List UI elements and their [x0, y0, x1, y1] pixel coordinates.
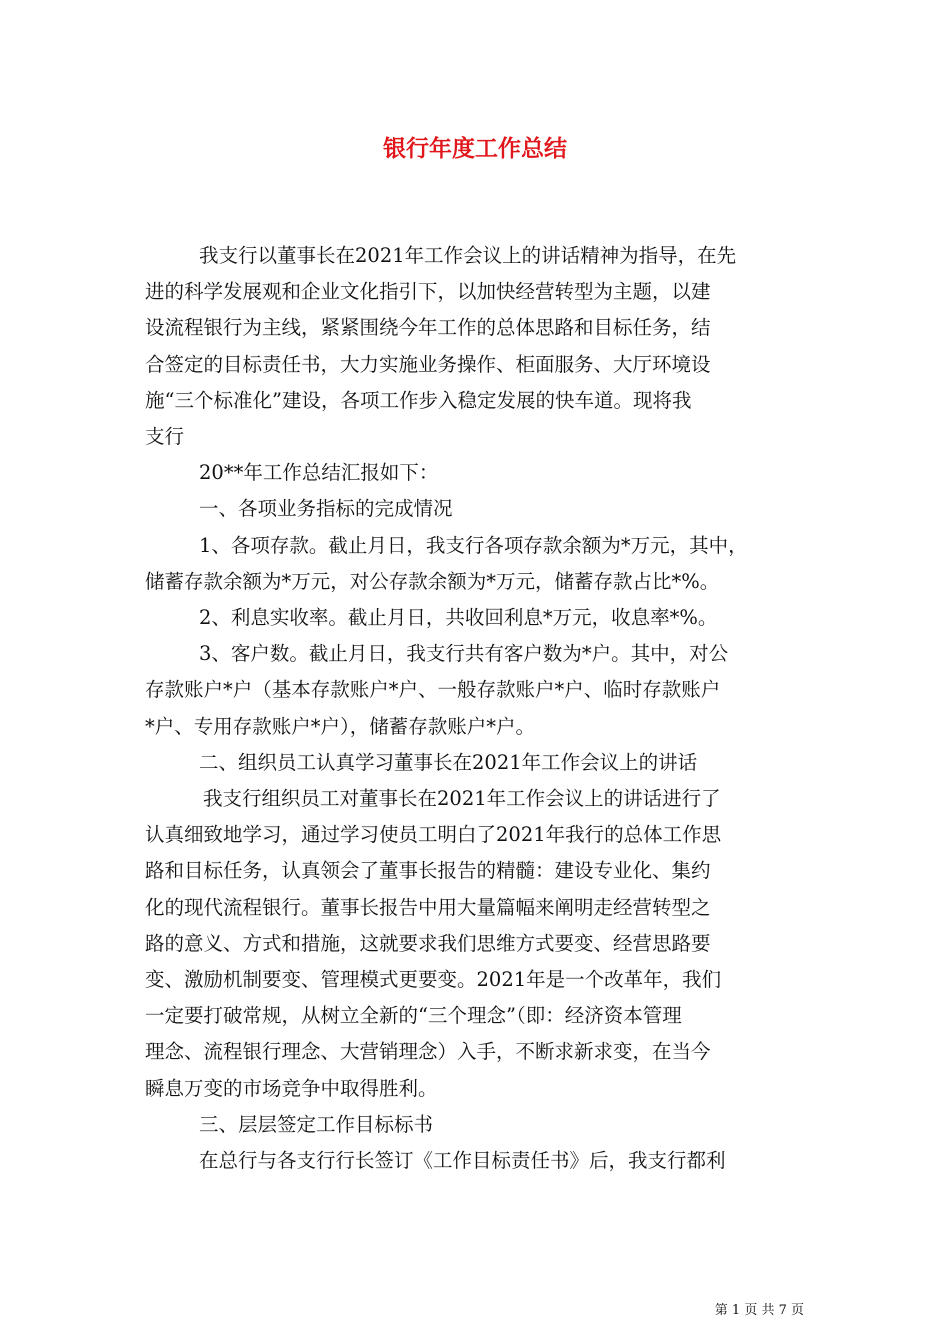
text-line: 我支行以董事长在2021年工作会议上的讲话精神为指导，在先: [199, 244, 737, 267]
text-line: 认真细致地学习，通过学习使员工明白了2021年我行的总体工作思: [145, 823, 722, 847]
text-line: 合签定的目标责任书，大力实施业务操作、柜面服务、大厅环境设: [145, 352, 711, 376]
text-line: 路的意义、方式和措施，这就要求我们思维方式要变、经营思路要: [145, 931, 711, 955]
text-line: 化的现代流程银行。董事长报告中用大量篇幅来阐明走经营转型之: [145, 895, 711, 919]
text-line: 设流程银行为主线，紧紧围绕今年工作的总体思路和目标任务，结: [145, 316, 711, 340]
page-number-footer: 第 1 页 共 7 页: [714, 1303, 804, 1318]
text-line: 变、激励机制要变、管理模式更要变。2021年是一个改革年，我们: [145, 968, 722, 992]
text-line: 瞬息万变的市场竞争中取得胜利。: [145, 1076, 438, 1100]
text-line: 支行: [145, 425, 185, 449]
text-line: 在总行与各支行行长签订《工作目标责任书》后，我支行都利: [199, 1149, 726, 1173]
text-line: *户、专用存款账户*户），储蓄存款账户*户。: [145, 714, 536, 738]
section-heading: 二、组织员工认真学习董事长在2021年工作会议上的讲话: [199, 750, 698, 774]
text-line: 一定要打破常规，从树立全新的“三个理念”（即：经济资本管理: [145, 1004, 682, 1028]
text-line: 进的科学发展观和企业文化指引下，以加快经营转型为主题，以建: [145, 280, 711, 304]
text-line: 储蓄存款余额为*万元，对公存款余额为*万元，储蓄存款占比*%。: [145, 569, 720, 593]
document-title: 银行年度工作总结: [383, 135, 567, 162]
text-line: 3、客户数。截止月日，我支行共有客户数为*户。其中，对公: [199, 642, 729, 666]
text-line: 施“三个标准化”建设，各项工作步入稳定发展的快车道。现将我: [145, 388, 692, 412]
text-line: 20**年工作总结汇报如下：: [199, 461, 439, 485]
text-line: 存款账户*户（基本存款账户*户、一般存款账户*户、临时存款账户: [145, 678, 721, 702]
section-heading: 一、各项业务指标的完成情况: [199, 497, 453, 521]
document-body: [145, 238, 809, 1179]
text-line: 路和目标任务，认真领会了董事长报告的精髓：建设专业化、集约: [145, 859, 711, 883]
text-line: 2、利息实收率。截止月日，共收回利息*万元，收息率*%。: [199, 606, 718, 630]
text-line: 理念、流程银行理念、大营销理念）入手，不断求新求变，在当今: [145, 1040, 711, 1064]
text-line: 我支行组织员工对董事长在2021年工作会议上的讲话进行了: [203, 787, 721, 811]
text-line: 1、各项存款。截止月日，我支行各项存款余额为*万元，其中，: [199, 533, 748, 557]
section-heading: 三、层层签定工作目标标书: [199, 1112, 434, 1136]
